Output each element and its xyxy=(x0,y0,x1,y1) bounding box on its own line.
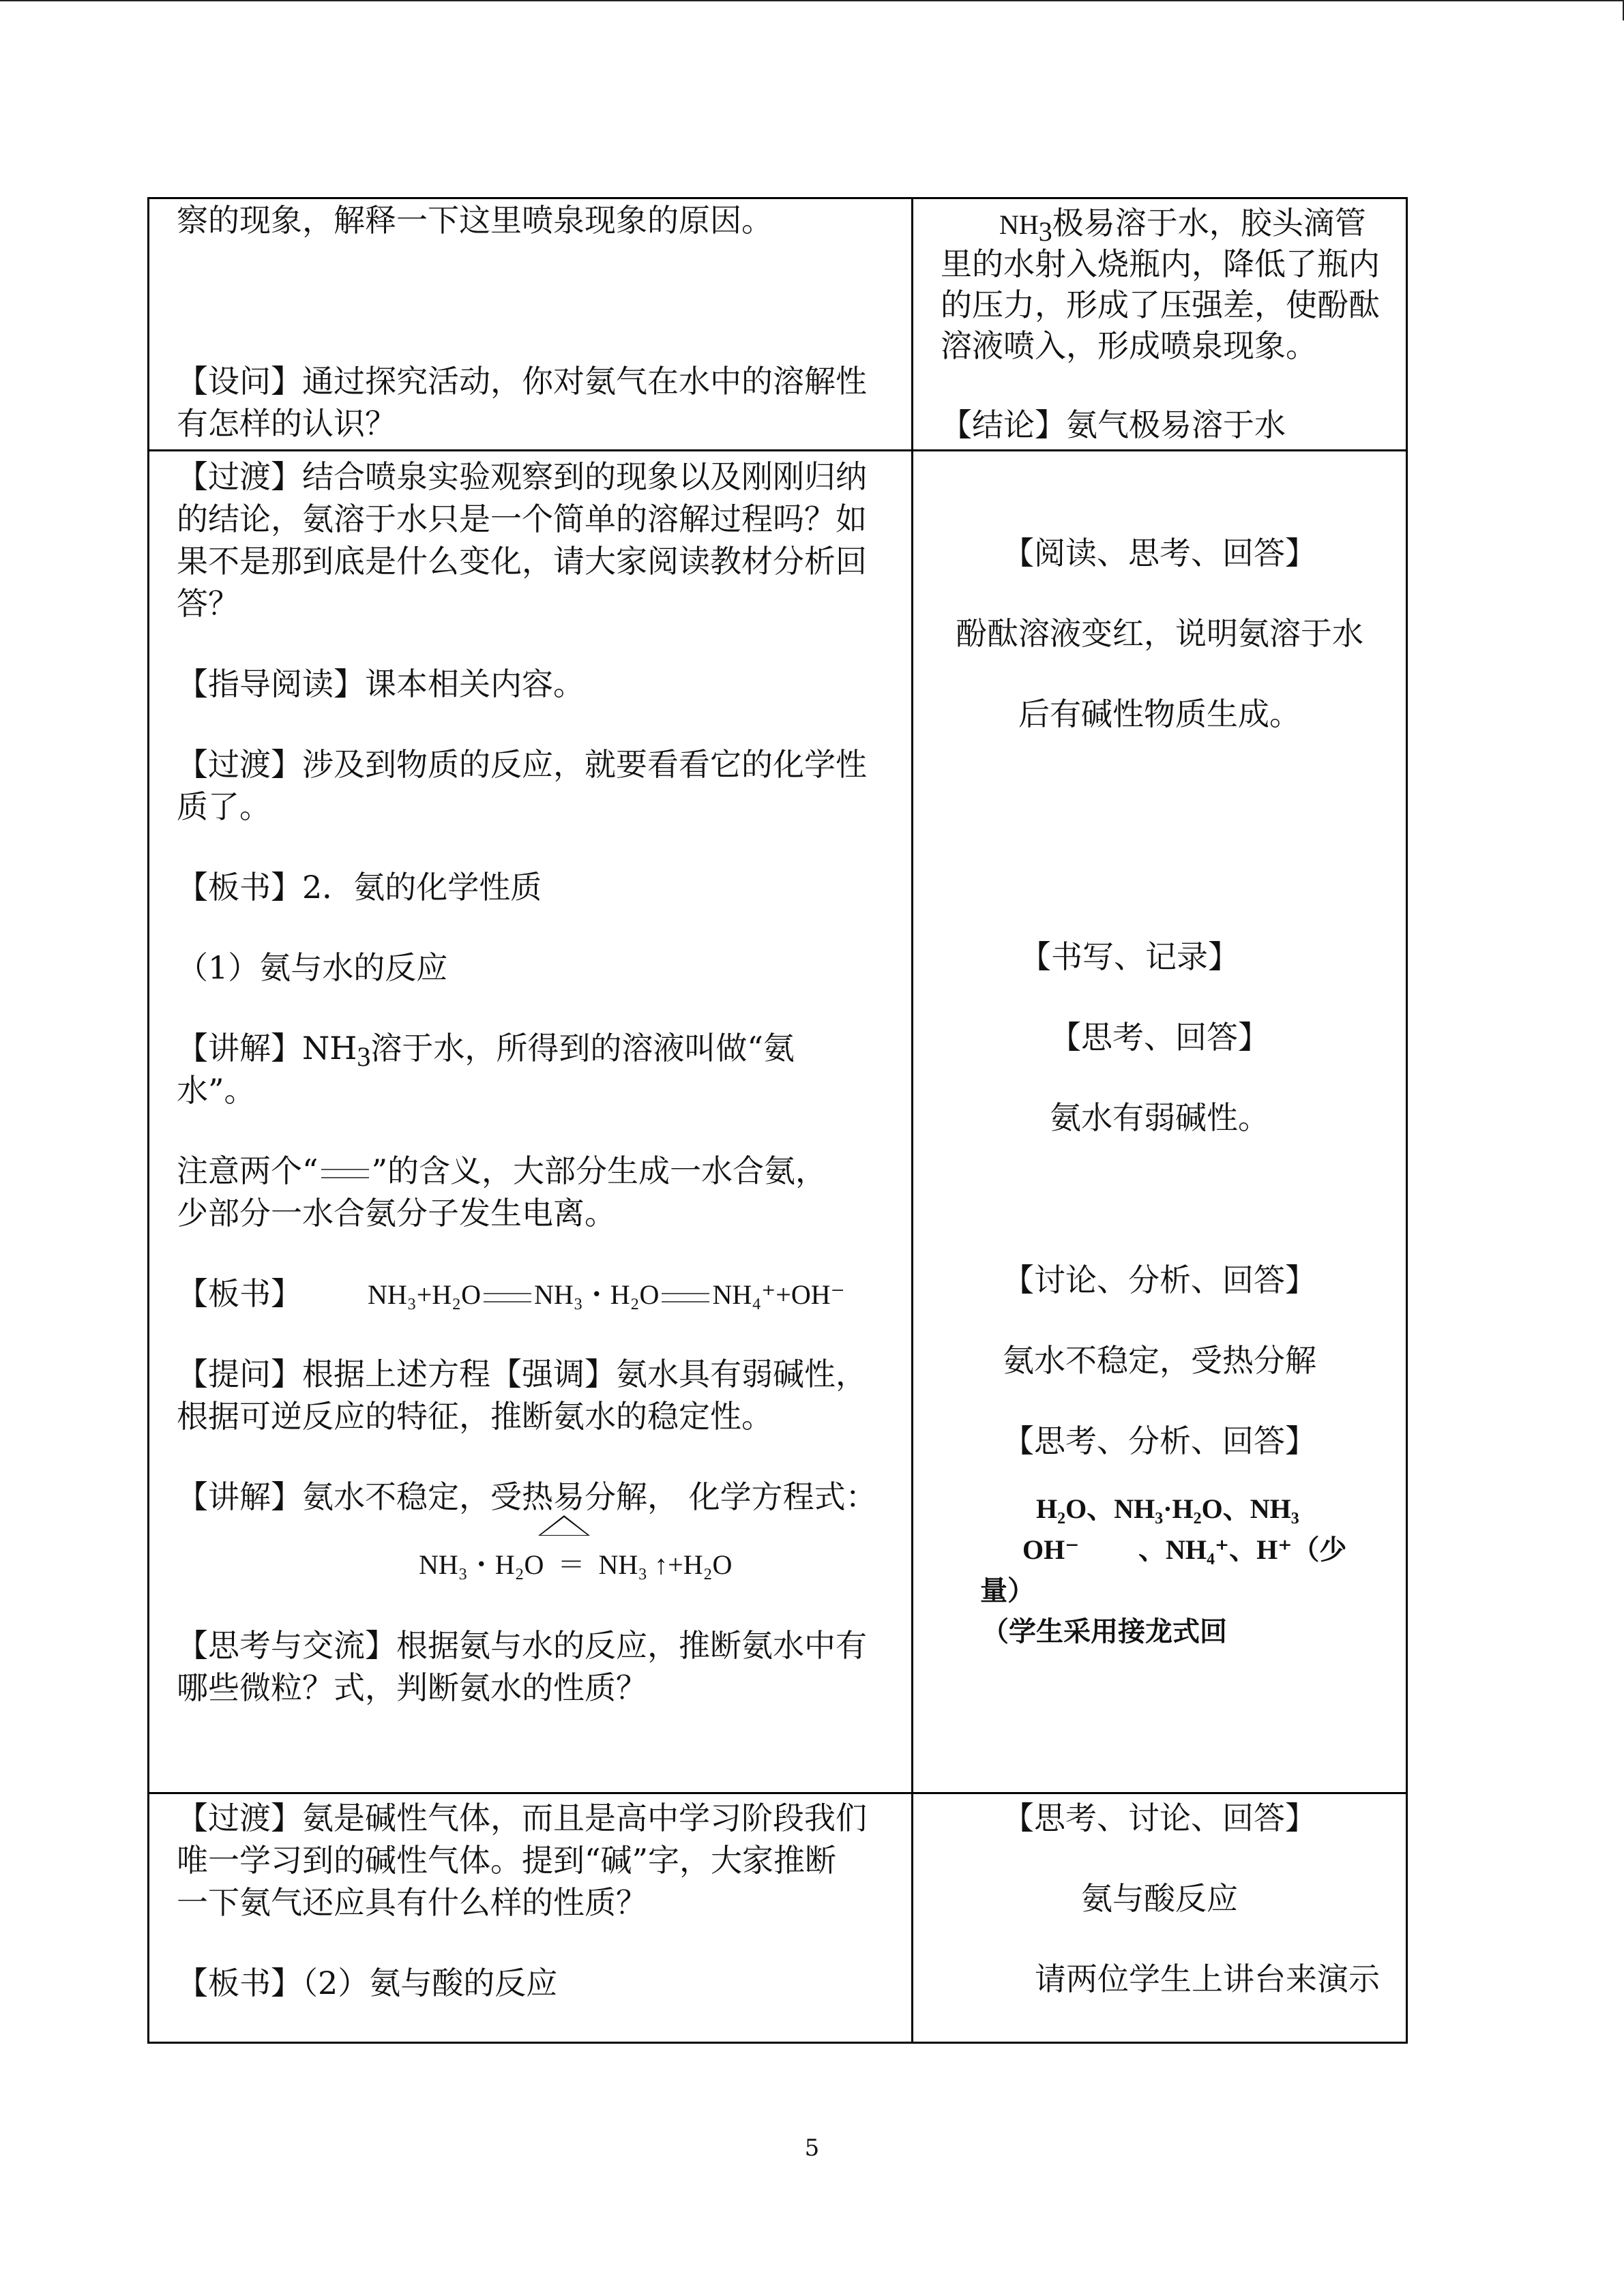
page-top-border xyxy=(0,0,1624,1)
heat-triangle-icon xyxy=(538,1515,590,1536)
text-line: 【思考、讨论、回答】 xyxy=(1003,1800,1316,1836)
text-line: 的压力，形成了压强差，使酚酞 xyxy=(941,286,1380,323)
text-line: 氨水不稳定，受热分解 xyxy=(1003,1342,1316,1379)
text-line: 哪些微粒？式，判断氨水的性质？ xyxy=(177,1669,647,1706)
text-line: 根据可逆反应的特征，推断氨水的稳定性。 xyxy=(177,1398,773,1435)
equation-2: NH₃・H₂O ＝ NH₃ ↑+H₂O xyxy=(419,1549,733,1580)
text-line: 察的现象，解释一下这里喷泉现象的原因。 xyxy=(177,202,773,239)
text-line: 里的水射入烧瓶内，降低了瓶内 xyxy=(941,245,1380,282)
text-line: 【思考与交流】根据氨与水的反应，推断氨水中有 xyxy=(177,1627,867,1664)
text-line: 【书写、记录】 xyxy=(1020,938,1239,975)
text-line: 注意两个“ ”的含义，大部分生成一水合氨， xyxy=(177,1152,827,1189)
text-line: （学生采用接龙式回 xyxy=(981,1616,1227,1647)
equation-1: NH₃+H₂O NH₃・H₂O NH₄⁺+OH⁻ xyxy=(368,1279,845,1310)
text-line: 溶液喷入，形成喷泉现象。 xyxy=(941,327,1317,364)
student-cell xyxy=(913,198,1407,451)
teacher-cell xyxy=(149,1793,913,2043)
reversible-sign xyxy=(321,1169,369,1178)
text-line: 【思考、分析、回答】 xyxy=(1003,1422,1316,1459)
text-line: 【板书】2．氨的化学性质 xyxy=(177,869,542,906)
text-line: 【板书】 xyxy=(177,1275,302,1312)
text-line: 【讲解】$NH_3$溶于水，所得到的溶液叫做“氨 xyxy=(177,1030,795,1073)
text-line: 一下氨气还应具有什么样的性质？ xyxy=(177,1884,647,1921)
text-line: 【讲解】氨水不稳定，受热易分解， 化学方程式： xyxy=(177,1478,877,1515)
text-line: （1）氨与水的反应 xyxy=(177,949,448,986)
teacher-cell xyxy=(149,451,913,1793)
text-line: 量） xyxy=(980,1575,1035,1606)
text-line: 后有碱性物质生成。 xyxy=(1018,696,1301,732)
table-row xyxy=(149,451,1407,1793)
text-line: 质了。 xyxy=(177,788,271,825)
text-line: 氨与酸反应 xyxy=(1081,1880,1238,1917)
text-line: 【讨论、分析、回答】 xyxy=(1003,1262,1316,1298)
text-line: 果不是那到底是什么变化，请大家阅读教材分析回 xyxy=(177,543,867,580)
text-line: 少部分一水合氨分子发生电离。 xyxy=(177,1195,616,1232)
reversible-sign xyxy=(484,1293,531,1302)
text-line: 【过渡】氨是碱性气体，而且是高中学习阶段我们 xyxy=(177,1800,867,1836)
student-cell xyxy=(913,1793,1407,2043)
text-line: 【过渡】涉及到物质的反应，就要看看它的化学性 xyxy=(177,746,867,783)
reversible-sign xyxy=(662,1293,709,1302)
text-line: 【设问】通过探究活动，你对氨气在水中的溶解性 xyxy=(177,363,867,400)
text-line: 【板书】（2）氨与酸的反应 xyxy=(177,1965,558,2001)
conclusion-text: 【结论】氨气极易溶于水 xyxy=(941,406,1286,443)
text-line: 【思考、回答】 xyxy=(1050,1019,1269,1056)
text-line: 【过渡】结合喷泉实验观察到的现象以及刚刚归纳 xyxy=(177,458,867,495)
text-line: 、NH₄⁺、H⁺（少 xyxy=(1138,1534,1347,1565)
text-line: $NH_3$极易溶于水，胶头滴管 xyxy=(999,205,1366,248)
text-line: 【指导阅读】课本相关内容。 xyxy=(177,666,585,702)
text-line: 【提问】根据上述方程【强调】氨水具有弱碱性， xyxy=(177,1356,867,1392)
table-row xyxy=(149,1793,1407,2043)
student-cell xyxy=(913,451,1407,1793)
text-line: OH⁻ xyxy=(1022,1534,1080,1565)
page-number: 5 xyxy=(804,2134,820,2162)
teacher-cell xyxy=(149,198,913,451)
text-line: H₂O、NH₃·H₂O、NH₃ xyxy=(1036,1493,1299,1524)
text-line: 请两位学生上讲台来演示 xyxy=(1035,1960,1380,1997)
text-line: 唯一学习到的碱性气体。提到“碱”字，大家推断 xyxy=(177,1842,837,1879)
text-line: 氨水有弱碱性。 xyxy=(1050,1099,1269,1136)
table-row xyxy=(149,198,1407,451)
lesson-table xyxy=(147,197,1408,2044)
text-line: 酚酞溶液变红，说明氨溶于水 xyxy=(956,615,1363,652)
text-line: 水”。 xyxy=(177,1072,256,1109)
text-line: 答？ xyxy=(177,585,239,622)
text-line: 有怎样的认识？ xyxy=(177,405,396,442)
text-line: 【阅读、思考、回答】 xyxy=(1003,535,1316,571)
text-line: 的结论，氨溶于水只是一个简单的溶解过程吗？如 xyxy=(177,501,867,537)
